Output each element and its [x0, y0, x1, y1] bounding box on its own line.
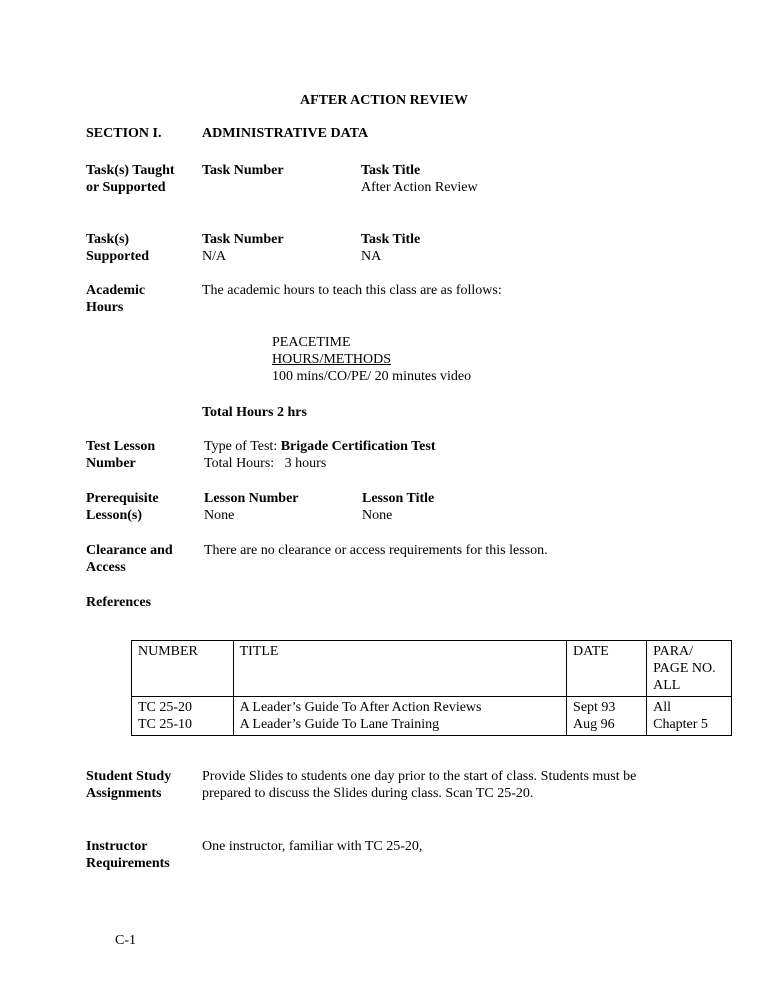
- tasks-taught-label: Task(s) Taught or Supported: [86, 163, 175, 195]
- header-date: DATE: [567, 641, 647, 697]
- header-para-page: PARA/ PAGE NO. ALL: [647, 641, 732, 697]
- ref-title: [233, 697, 566, 736]
- ref-title-2: A Leader’s Guide To Lane Training: [239, 717, 440, 732]
- ref-title-1: A Leader’s Guide To After Action Reviews: [239, 700, 482, 715]
- tasks-taught-title-header: Task Title: [361, 163, 421, 178]
- tasks-supported-number-value: N/A: [202, 249, 227, 264]
- ref-number: [132, 697, 234, 736]
- prerequisite-title-value: None: [362, 508, 393, 523]
- student-study-label: Student Study Assignments: [86, 769, 172, 801]
- ref-para-2: Chapter 5: [653, 717, 708, 732]
- test-total-hours: Total Hours: 3 hours: [204, 456, 327, 471]
- test-type-value: Brigade Certification Test: [280, 439, 436, 454]
- prerequisite-number-header: Lesson Number: [204, 491, 299, 506]
- hours-methods-label: HOURS/METHODS: [272, 352, 392, 367]
- test-type: [204, 438, 435, 455]
- hours-breakdown: 100 mins/CO/PE/ 20 minutes video: [272, 369, 472, 384]
- section-label: SECTION I.: [86, 126, 162, 141]
- ref-date: [567, 697, 647, 736]
- tasks-supported-title-header: Task Title: [361, 232, 421, 247]
- tasks-supported-number-header: Task Number: [202, 232, 284, 247]
- references-table: [131, 640, 732, 736]
- tasks-taught-number-header: Task Number: [202, 163, 284, 178]
- test-type-prefix: Type of Test:: [204, 439, 278, 454]
- ref-date-2: Aug 96: [573, 717, 615, 732]
- instructor-text: One instructor, familiar with TC 25-20,: [202, 839, 423, 854]
- ref-para-1: All: [653, 700, 671, 715]
- ref-number-1: TC 25-20: [138, 700, 193, 715]
- ref-number-2: TC 25-10: [138, 717, 193, 732]
- ref-date-1: Sept 93: [573, 700, 616, 715]
- tasks-supported-label: Task(s) Supported: [86, 232, 150, 264]
- tasks-taught-title-value: After Action Review: [361, 180, 478, 195]
- total-hours: Total Hours 2 hrs: [202, 405, 307, 420]
- references-header-row: [132, 641, 732, 697]
- academic-hours-text: The academic hours to teach this class are as follows:: [202, 283, 502, 298]
- table-row: [132, 697, 732, 736]
- student-study-text: Provide Slides to students one day prior to the start of class. Students must be prepared to discuss the Slides during class. Scan TC 25-20.: [202, 769, 637, 801]
- clearance-text: There are no clearance or access requirements for this lesson.: [204, 543, 548, 558]
- peacetime-label: PEACETIME: [272, 335, 351, 350]
- clearance-label: Clearance and Access: [86, 543, 173, 575]
- test-lesson-label: Test Lesson Number: [86, 439, 156, 471]
- prerequisite-title-header: Lesson Title: [362, 491, 435, 506]
- academic-hours-label: Academic Hours: [86, 283, 146, 315]
- instructor-label: Instructor Requirements: [86, 839, 170, 871]
- header-number: NUMBER: [132, 641, 234, 697]
- header-title: TITLE: [233, 641, 566, 697]
- ref-para: [647, 697, 732, 736]
- page-title: AFTER ACTION REVIEW: [299, 93, 469, 108]
- references-label: References: [86, 595, 152, 610]
- prerequisite-label: Prerequisite Lesson(s): [86, 491, 159, 523]
- page-number: C-1: [115, 933, 136, 948]
- section-heading: ADMINISTRATIVE DATA: [202, 126, 369, 141]
- tasks-supported-title-value: NA: [361, 249, 382, 264]
- prerequisite-number-value: None: [204, 508, 235, 523]
